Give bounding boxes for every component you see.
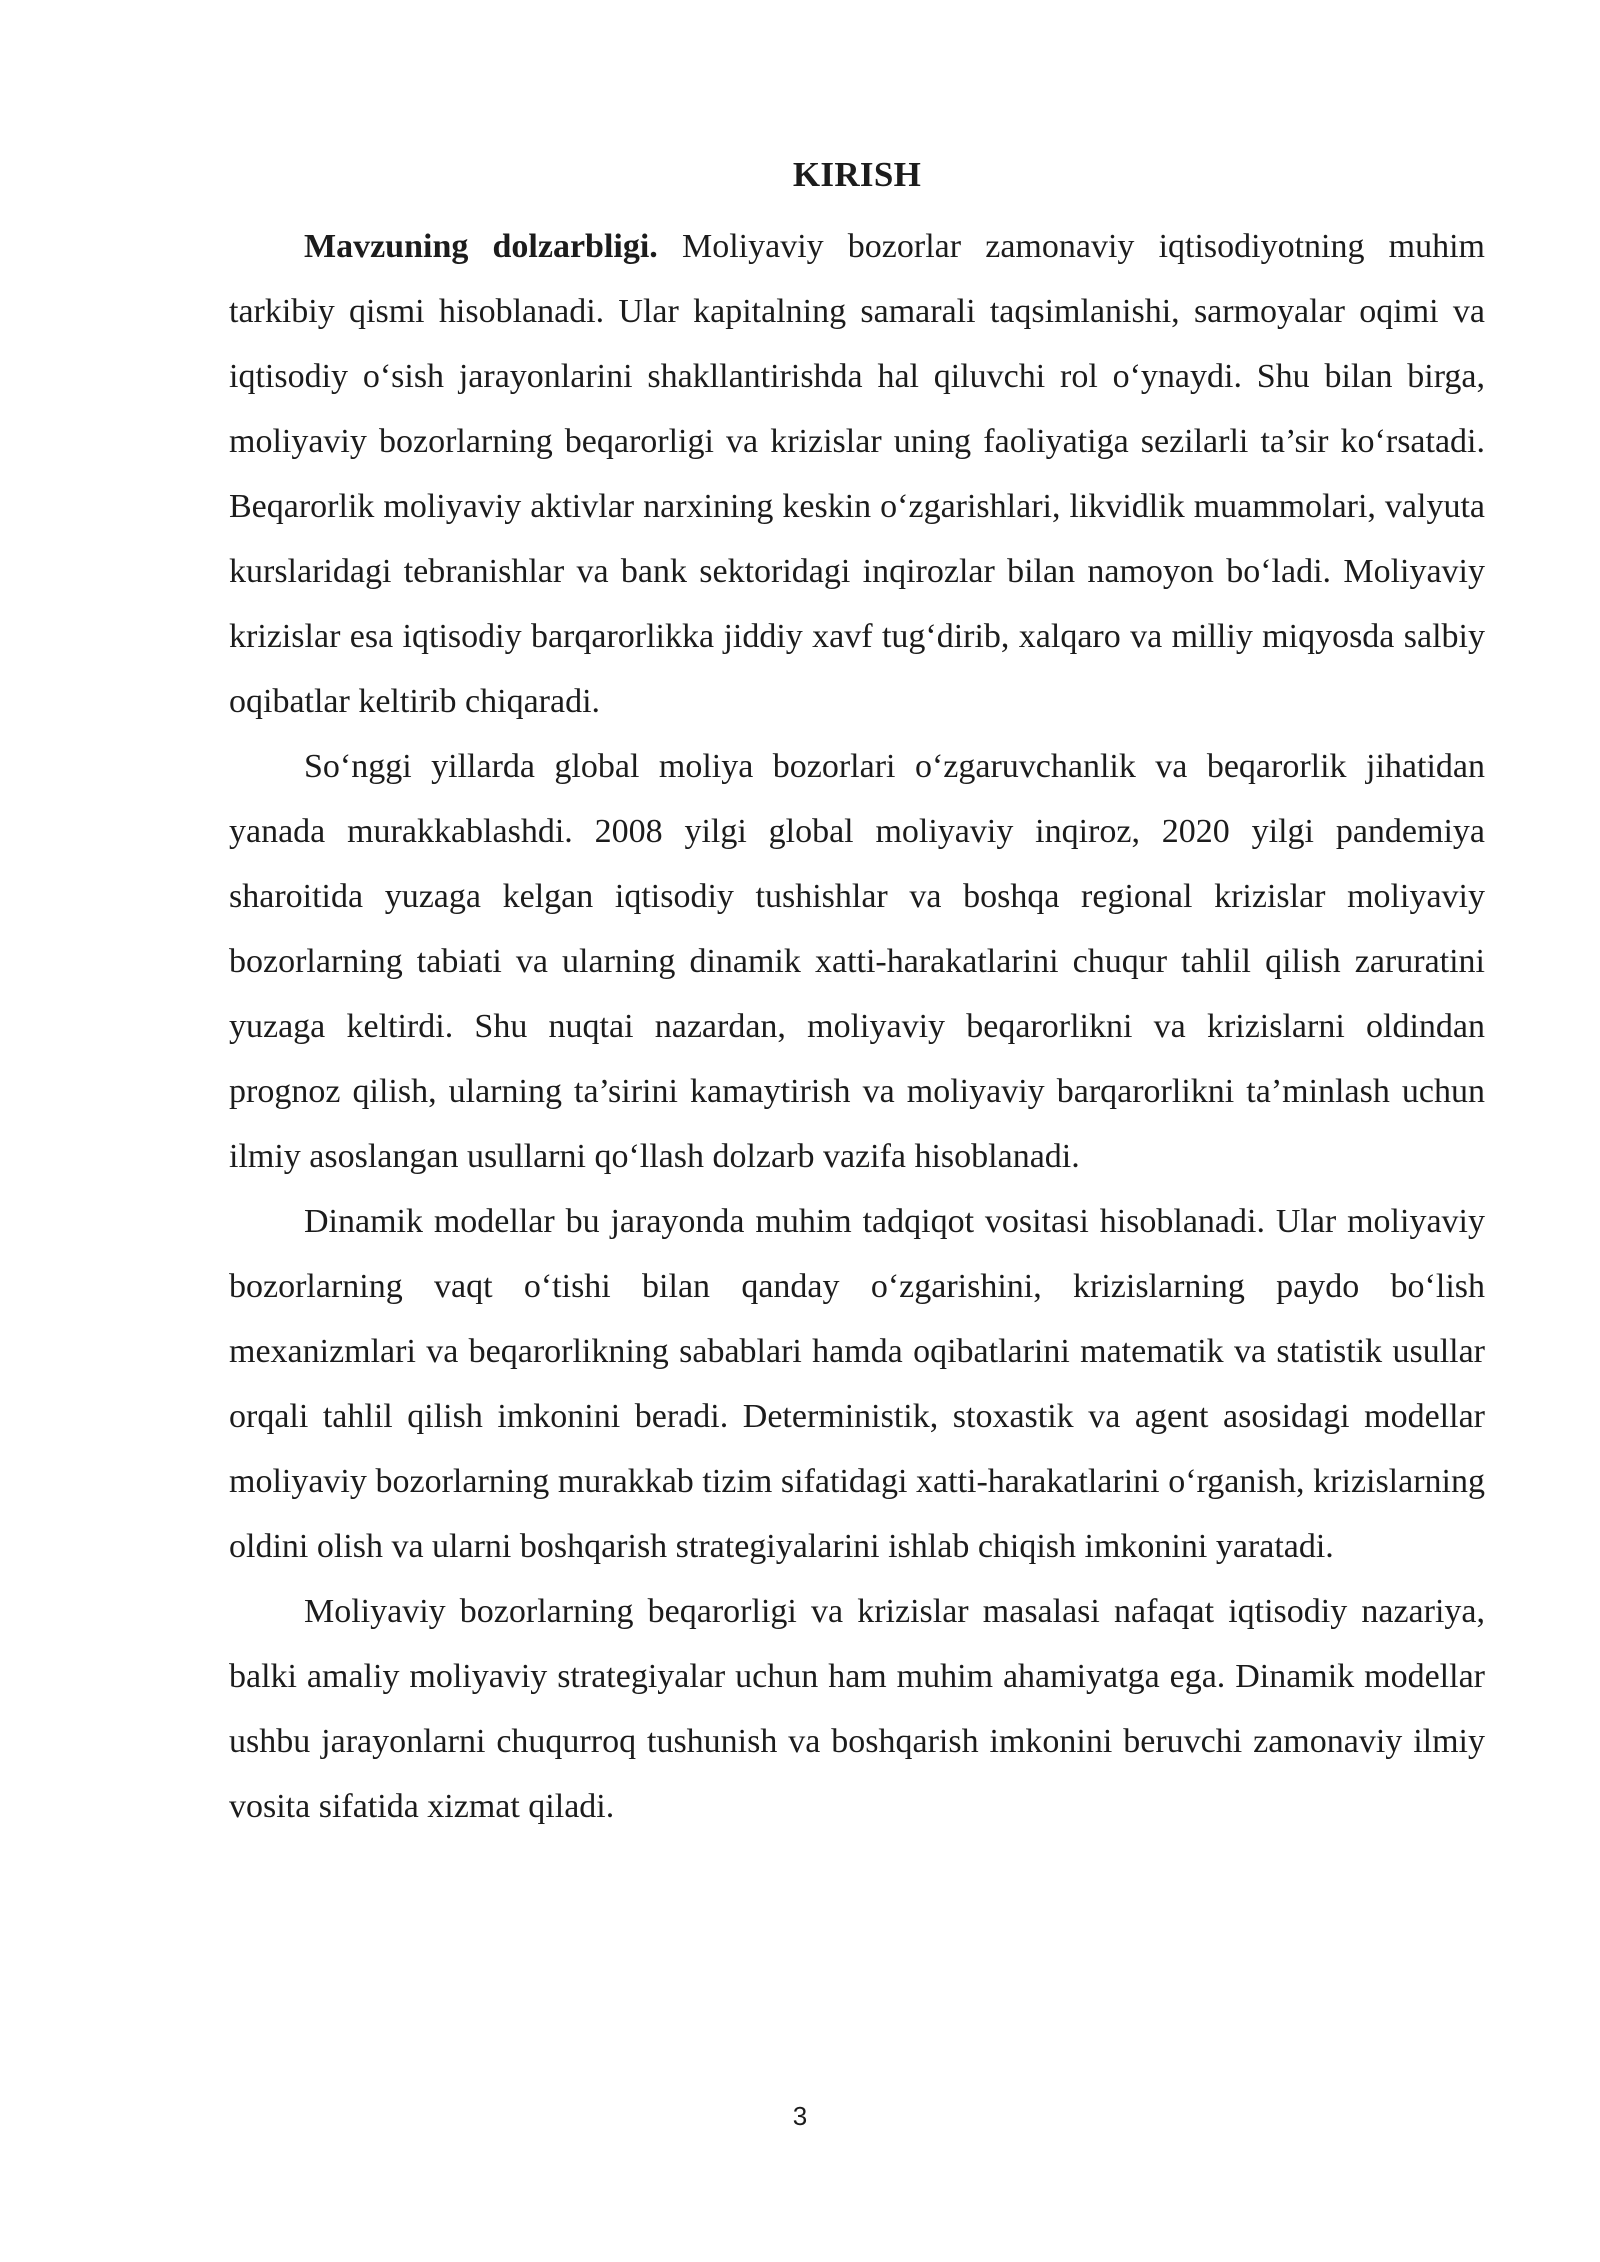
paragraph-relevance: [229, 214, 1485, 734]
paragraph-dynamic-models: Dinamik modellar bu jarayonda muhim tadqiqot vositasi hisoblanadi. Ular moliyaviy bozorlarning vaqt o‘tishi bilan qanday o‘zgarishini, krizislarning paydo bo‘lish mexanizmlari va beqarorlikning sabablari hamda oqibatlarini matematik va statistik usullar orqali tahlil qilish imkonini beradi. Deterministik, stoxastik va agent asosidagi modellar moliyaviy bozorlarning murakkab tizim sifatidagi xatti-harakatlarini o‘rganish, krizislarning oldini olish va ularni boshqarish strategiyalarini ishlab chiqish imkonini yaratadi.: [229, 1203, 1485, 1565]
paragraph-lead: Mavzuning dolzarbligi.: [304, 228, 658, 265]
page-content: [229, 150, 1485, 1839]
paragraph-global-markets: So‘nggi yillarda global moliya bozorlari o‘zgaruvchanlik va beqarorlik jihatidan yanada murakkablashdi. 2008 yilgi global moliyaviy inqiroz, 2020 yilgi pandemiya sharoitida yuzaga kelgan iqtisodiy tushishlar va boshqa regional krizislar moliyaviy bozorlarning tabiati va ularning dinamik xatti-harakatlarini chuqur tahlil qilish zaruratini yuzaga keltirdi. Shu nuqtai nazardan, moliyaviy beqarorlikni va krizislarni oldindan prognoz qilish, ularning ta’sirini kamaytirish va moliyaviy barqarorlikni ta’minlash uchun ilmiy asoslangan usullarni qo‘llash dolzarb vazifa hisoblanadi.: [229, 748, 1485, 1175]
paragraph-text: Moliyaviy bozorlar zamonaviy iqtisodiyotning muhim tarkibiy qismi hisoblanadi. Ular kapitalning samarali taqsimlanishi, sarmoyalar oqimi va iqtisodiy o‘sish jarayonlarini shakllantirishda hal qiluvchi rol o‘ynaydi. Shu bilan birga, moliyaviy bozorlarning beqarorligi va krizislar uning faoliyatiga sezilarli ta’sir ko‘rsatadi. Beqarorlik moliyaviy aktivlar narxining keskin o‘zgarishlari, likvidlik muammolari, valyuta kurslaridagi tebranishlar va bank sektoridagi inqirozlar bilan namoyon bo‘ladi. Moliyaviy krizislar esa iqtisodiy barqarorlikka jiddiy xavf tug‘dirib, xalqaro va milliy miqyosda salbiy oqibatlar keltirib chiqaradi.: [229, 228, 1485, 720]
section-heading: KIRISH: [792, 155, 922, 194]
page-number: 3: [792, 2101, 808, 2131]
paragraph-conclusion: Moliyaviy bozorlarning beqarorligi va krizislar masalasi nafaqat iqtisodiy nazariya, balki amaliy moliyaviy strategiyalar uchun ham muhim ahamiyatga ega. Dinamik modellar ushbu jarayonlarni chuqurroq tushunish va boshqarish imkonini beruvchi zamonaviy ilmiy vosita sifatida xizmat qiladi.: [229, 1593, 1485, 1825]
